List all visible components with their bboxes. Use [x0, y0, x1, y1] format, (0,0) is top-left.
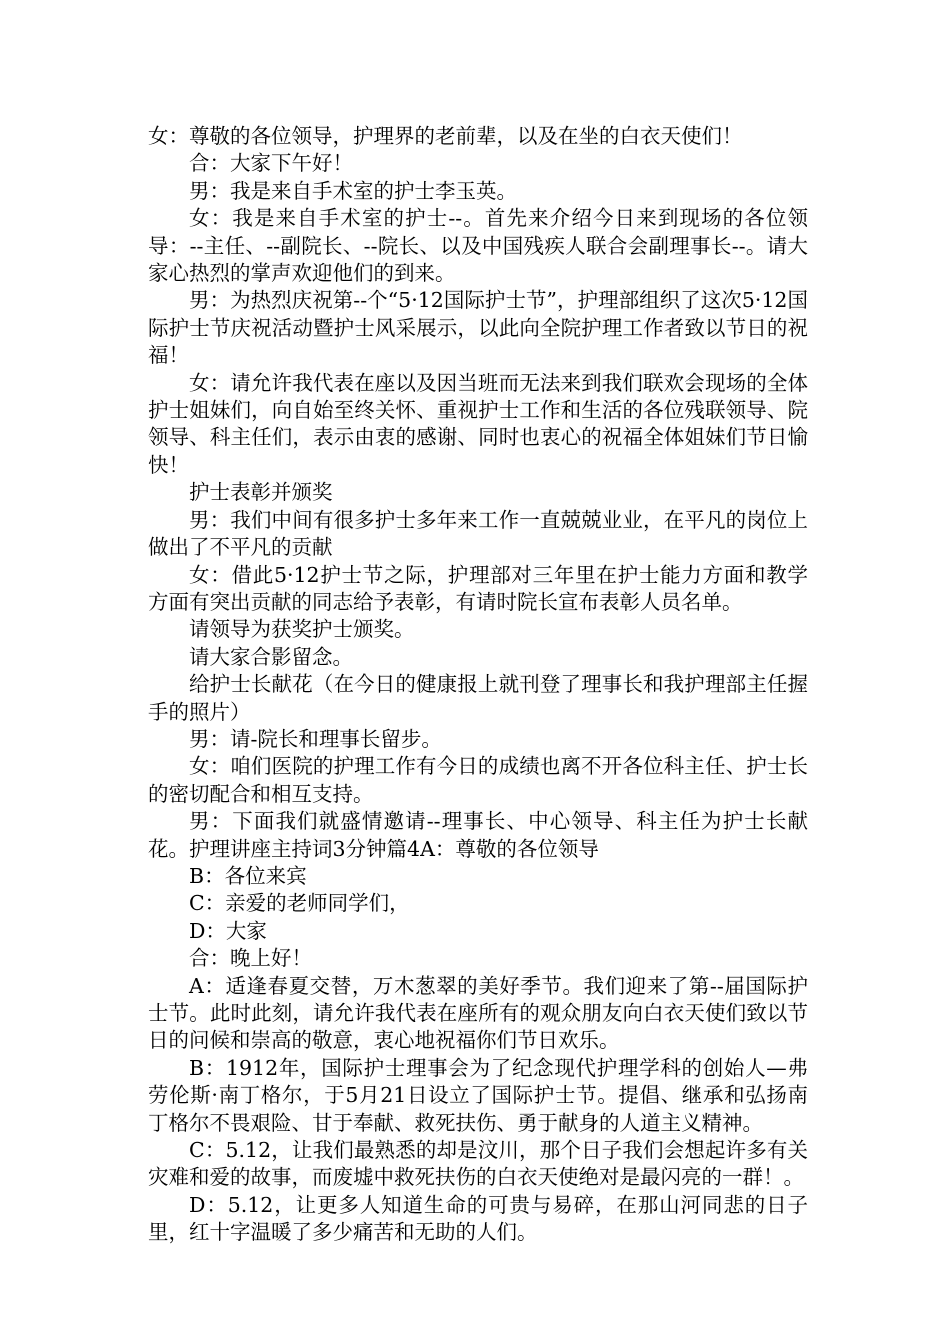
paragraph: A：适逢春夏交替，万木葱翠的美好季节。我们迎来了第--届国际护士节。此时此刻，请允许我代表在座所有的观众朋友向白衣天使们致以节日的问候和崇高的敬意，衷心地祝福你们节日欢乐。: [148, 973, 808, 1053]
paragraph: 男：为热烈庆祝第--个“5·12国际护士节”，护理部组织了这次5·12国际护士节庆祝活动暨护士风采展示，以此向全院护理工作者致以节日的祝福！: [148, 288, 808, 368]
paragraph: 给护士长献花（在今日的健康报上就刊登了理事长和我护理部主任握手的照片）: [148, 672, 808, 724]
paragraph: 合：晚上好！: [189, 946, 312, 971]
paragraph: 女：我是来自手术室的护士--。首先来介绍今日来到现场的各位领导：--主任、--副院长、--院长、以及中国残疾人联合会副理事长--。请大家心热烈的掌声欢迎他们的到来。: [148, 206, 808, 286]
paragraph: 请领导为获奖护士颁奖。: [189, 617, 415, 642]
paragraph: 男：下面我们就盛情邀请--理事长、中心领导、科主任为护士长献花。护理讲座主持词3分钟篇4A：尊敬的各位领导: [148, 809, 808, 861]
section-heading: 护士表彰并颁奖: [189, 480, 333, 505]
paragraph: 男：我们中间有很多护士多年来工作一直兢兢业业，在平凡的岗位上做出了不平凡的贡献: [148, 507, 808, 560]
paragraph: 男：请-院长和理事长留步。: [189, 726, 442, 751]
paragraph: B：1912年，国际护士理事会为了纪念现代护理学科的创始人—弗劳伦斯·南丁格尔，于5月21日设立了国际护士节。提倡、继承和弘扬南丁格尔不畏艰险、甘于奉献、救死扶伤、勇于献身的人道主义精神。: [148, 1055, 808, 1135]
paragraph: 合：大家下午好！: [189, 151, 353, 176]
paragraph: 请大家合影留念。: [189, 644, 353, 669]
paragraph: B：各位来宾: [189, 863, 307, 888]
paragraph: D：5.12，让更多人知道生命的可贵与易碎，在那山河同悲的日子里，红十字温暖了多少痛苦和无助的人们。: [148, 1192, 808, 1245]
paragraph: C：5.12，让我们最熟悉的却是汶川，那个日子我们会想起许多有关灾难和爱的故事，而废墟中救死扶伤的白衣天使绝对是最闪亮的一群！。: [148, 1138, 808, 1190]
paragraph: 女：请允许我代表在座以及因当班而无法来到我们联欢会现场的全体护士姐妹们，向自始至终关怀、重视护士工作和生活的各位残联领导、院领导、科主任们，表示由衷的感谢、同时也衷心的祝福全体姐妹们节日愉快！: [148, 370, 808, 477]
document-body: [148, 123, 808, 1247]
paragraph: 女：咱们医院的护理工作有今日的成绩也离不开各位科主任、护士长的密切配合和相互支持。: [148, 754, 808, 806]
paragraph: 男：我是来自手术室的护士李玉英。: [189, 178, 517, 203]
paragraph: D：大家: [189, 918, 267, 943]
paragraph: C：亲爱的老师同学们，: [189, 891, 410, 916]
paragraph: 女：借此5·12护士节之际，护理部对三年里在护士能力方面和教学方面有突出贡献的同志给予表彰，有请时院长宣布表彰人员名单。: [148, 562, 808, 614]
paragraph: 女：尊敬的各位领导，护理界的老前辈，以及在坐的白衣天使们！: [148, 124, 743, 148]
